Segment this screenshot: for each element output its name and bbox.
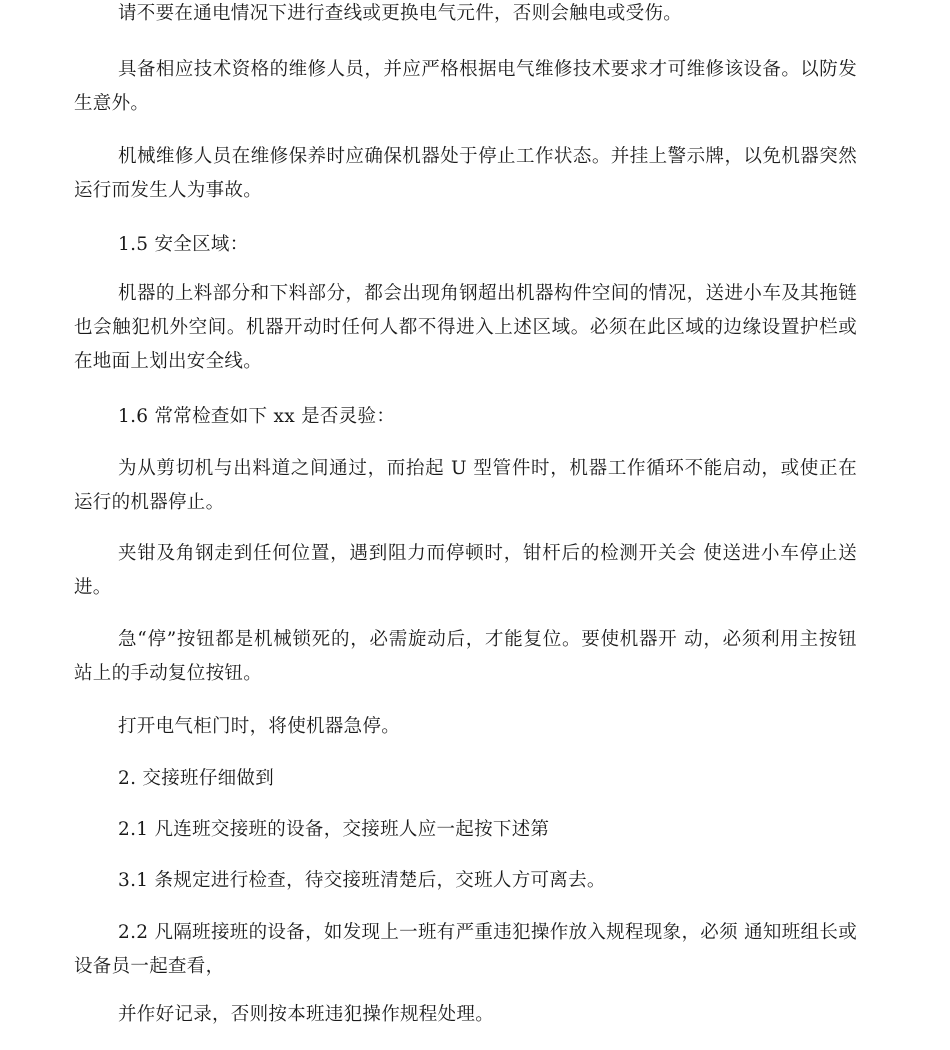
paragraph-record-keeping: 并作好记录，否则按本班违犯操作规程处理。	[118, 1004, 495, 1025]
paragraph-handover-3-1: 3.1 条规定进行检查，待交接班清楚后，交班人方可离去。	[118, 870, 606, 891]
paragraph-maintenance-stop: 机械维修人员在维修保养时应确保机器处于停止工作状态。并挂上警示牌，以免机器突然运行而发生人为事故。	[74, 146, 857, 201]
paragraph-clamp-check: 夹钳及角钢走到任何位置，遇到阻力而停顿时，钳杆后的检测开关会 使送进小车停止送进。	[74, 543, 857, 598]
section-heading-safety-zone: 1.5 安全区域：	[118, 234, 249, 255]
paragraph-electrical-warning: 请不要在通电情况下进行查线或更换电气元件，否则会触电或受伤。	[118, 3, 683, 24]
section-heading-shift-handover: 2. 交接班仔细做到	[118, 768, 275, 789]
paragraph-emergency-stop: 急“停”按钮都是机械锁死的，必需旋动后，才能复位。要使机器开 动，必须利用主按钮站上的手动复位按钮。	[74, 629, 857, 684]
paragraph-cabinet-door: 打开电气柜门时，将使机器急停。	[118, 716, 401, 737]
section-heading-regular-check: 1.6 常常检查如下 xx 是否灵验：	[118, 406, 396, 427]
paragraph-handover-2-1: 2.1 凡连班交接班的设备，交接班人应一起按下述第	[118, 819, 550, 840]
paragraph-u-pipe-check: 为从剪切机与出料道之间通过，而抬起 U 型管件时，机器工作循环不能启动，或使正在运行的机器停止。	[74, 458, 857, 513]
paragraph-handover-2-2: 2.2 凡隔班接班的设备，如发现上一班有严重违犯操作放入规程现象，必须 通知班组长或设备员一起查看，	[74, 922, 857, 977]
paragraph-safety-zone: 机器的上料部分和下料部分，都会出现角钢超出机器构件空间的情况，送进小车及其拖链也会触犯机外空间。机器开动时任何人都不得进入上述区域。必须在此区域的边缘设置护栏或在地面上划出安全线。	[74, 283, 857, 372]
paragraph-qualified-repair: 具备相应技术资格的维修人员，并应严格根据电气维修技术要求才可维修该设备。以防发生意外。	[74, 59, 857, 114]
